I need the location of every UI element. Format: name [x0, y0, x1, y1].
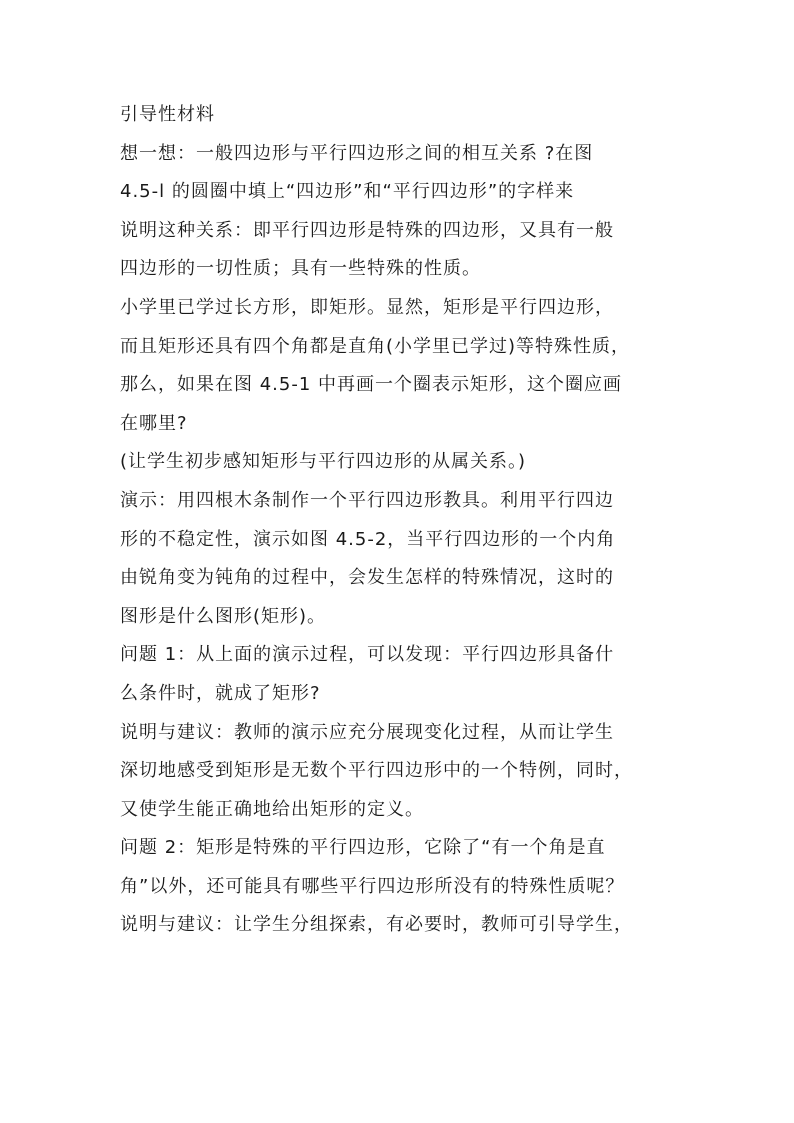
text-line: 由锐角变为钝角的过程中，会发生怎样的特殊情况，这时的	[120, 567, 614, 589]
text-line: 而且矩形还具有四个角都是直角(小学里已学过)等特殊性质，	[120, 335, 631, 357]
text-line: 角”以外，还可能具有哪些平行四边形所没有的特殊性质呢？	[120, 875, 625, 897]
section-heading: 引导性材料	[120, 104, 215, 125]
text-line: 4.5-l 的圆圈中填上“四边形”和“平行四边形”的字样来	[120, 181, 575, 203]
text-line: 形的不稳定性，演示如图 4.5-2，当平行四边形的一个内角	[120, 528, 616, 550]
text-line: 在哪里?	[120, 412, 188, 434]
text-line: 演示：用四根木条制作一个平行四边形教具。利用平行四边	[120, 489, 614, 511]
text-line: (让学生初步感知矩形与平行四边形的从属关系。)	[120, 451, 527, 473]
text-line: 又使学生能正确地给出矩形的定义。	[120, 798, 424, 820]
text-line: 图形是什么图形(矩形)。	[120, 605, 327, 627]
text-line: 说明与建议：教师的演示应充分展现变化过程，从而让学生	[120, 721, 614, 743]
text-line: 深切地感受到矩形是无数个平行四边形中的一个特例，同时，	[120, 760, 633, 782]
text-line: 那么，如果在图 4.5-1 中再画一个圈表示矩形，这个圈应画	[120, 374, 623, 396]
document-body	[120, 96, 680, 945]
text-line: 么条件时，就成了矩形?	[120, 682, 321, 704]
text-line: 问题 1：从上面的演示过程，可以发现：平行四边形具备什	[120, 644, 615, 666]
text-line: 四边形的一切性质；具有一些特殊的性质。	[120, 258, 481, 280]
text-line: 问题 2：矩形是特殊的平行四边形，它除了“有一个角是直	[120, 837, 606, 859]
text-line: 说明与建议：让学生分组探索，有必要时，教师可引导学生，	[120, 914, 633, 936]
text-line: 想一想：一般四边形与平行四边形之间的相互关系 ?在图	[120, 142, 594, 164]
text-line: 小学里已学过长方形，即矩形。显然，矩形是平行四边形，	[120, 296, 614, 318]
text-line: 说明这种关系：即平行四边形是特殊的四边形，又具有一般	[120, 219, 614, 241]
